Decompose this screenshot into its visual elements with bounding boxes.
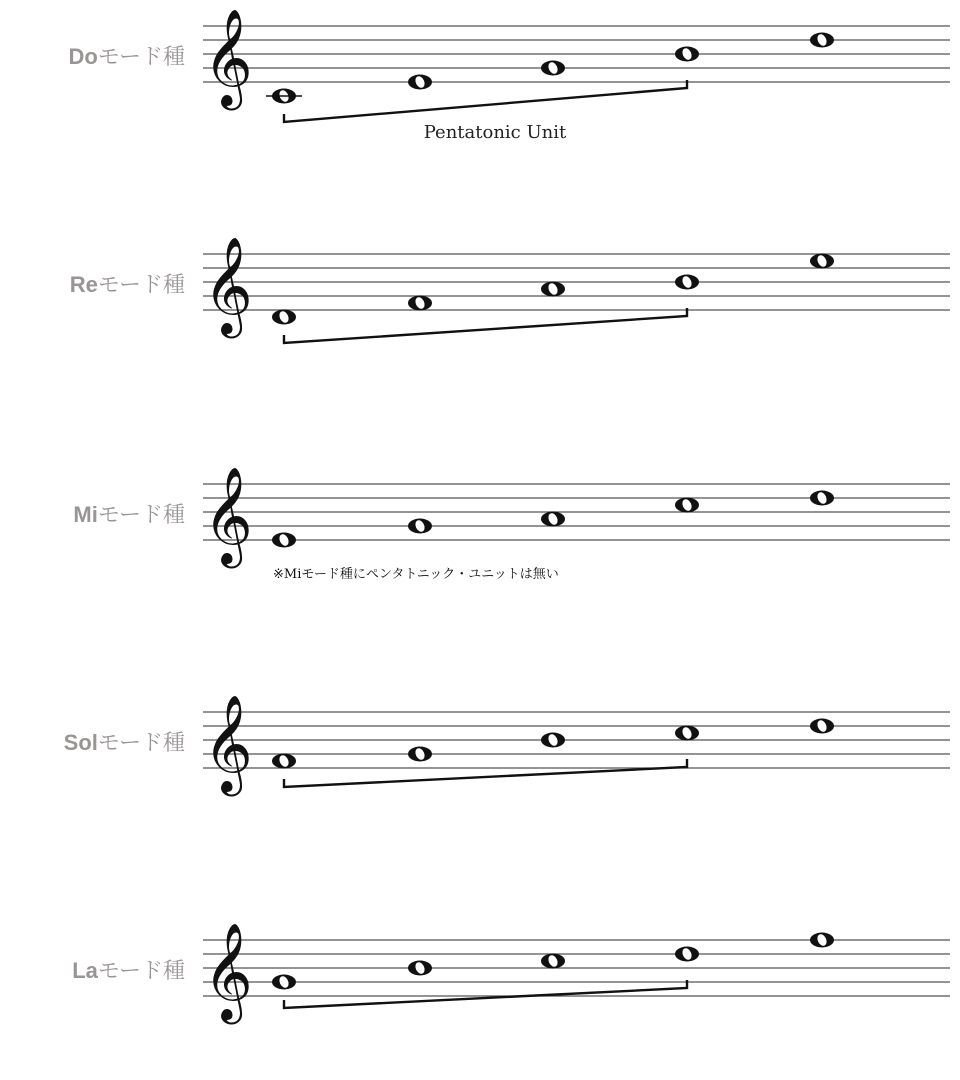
treble-clef-glyph: 𝄞 (203, 694, 253, 792)
mi-mode-note: ※Miモード種にペンタトニック・ユニットは無い (273, 567, 559, 582)
treble-clef-icon (203, 8, 253, 110)
staff-lines (203, 26, 950, 82)
treble-clef-glyph: 𝄞 (203, 466, 253, 564)
treble-clef-glyph: 𝄞 (203, 236, 253, 334)
whole-note-icon (810, 33, 834, 48)
whole-note-icon (408, 961, 432, 976)
pentatonic-unit-bracket (284, 980, 687, 1008)
staff-row-sol (64, 694, 950, 796)
staff-row-re (70, 236, 950, 343)
whole-note-icon (541, 954, 565, 969)
staff-lines (203, 254, 950, 310)
whole-note-icon (810, 491, 834, 506)
treble-clef-icon (203, 922, 253, 1024)
whole-note-icon (408, 519, 432, 534)
treble-clef-glyph: 𝄞 (203, 8, 253, 106)
pentatonic-unit-bracket (284, 80, 687, 122)
whole-note-icon (408, 296, 432, 311)
bracket-path (284, 759, 687, 787)
whole-note-icon (675, 947, 699, 962)
whole-note-icon (675, 275, 699, 290)
whole-note-icon (541, 512, 565, 527)
treble-clef-icon (203, 466, 253, 568)
pentatonic-unit-bracket (284, 308, 687, 343)
staff-lines (203, 484, 950, 540)
mode-label: Miモード種 (73, 502, 185, 527)
mode-label: Doモード種 (68, 44, 185, 69)
bracket-path (284, 80, 687, 122)
whole-note-icon (408, 75, 432, 90)
treble-clef-icon (203, 694, 253, 796)
whole-note-icon (810, 933, 834, 948)
whole-note-icon (272, 754, 296, 769)
treble-clef-glyph: 𝄞 (203, 922, 253, 1020)
whole-note-icon (810, 719, 834, 734)
notes (272, 254, 834, 325)
pentatonic-unit-bracket (284, 759, 687, 787)
mode-label: Solモード種 (63, 730, 185, 755)
whole-note-icon (272, 310, 296, 325)
whole-note-icon (541, 61, 565, 76)
treble-clef-icon (203, 236, 253, 338)
staff-row-mi (73, 466, 950, 582)
whole-note-icon (272, 975, 296, 990)
whole-note-icon (675, 47, 699, 62)
whole-note-icon (675, 726, 699, 741)
whole-note-icon (266, 89, 302, 104)
whole-note-icon (810, 254, 834, 269)
whole-note-icon (541, 733, 565, 748)
whole-note-icon (272, 533, 296, 548)
staff-lines (203, 712, 950, 768)
notes (272, 933, 834, 990)
bracket-path (284, 980, 687, 1008)
whole-note-icon (541, 282, 565, 297)
whole-note-icon (408, 747, 432, 762)
staff-lines (203, 940, 950, 996)
mode-label: Laモード種 (72, 958, 185, 983)
pentatonic-unit-label: Pentatonic Unit (423, 122, 567, 143)
notes (272, 491, 834, 548)
bracket-path (284, 308, 687, 343)
mode-label: Reモード種 (69, 272, 185, 297)
staff-row-do (69, 8, 950, 143)
staff-row-la (72, 922, 950, 1024)
whole-note-icon (675, 498, 699, 513)
